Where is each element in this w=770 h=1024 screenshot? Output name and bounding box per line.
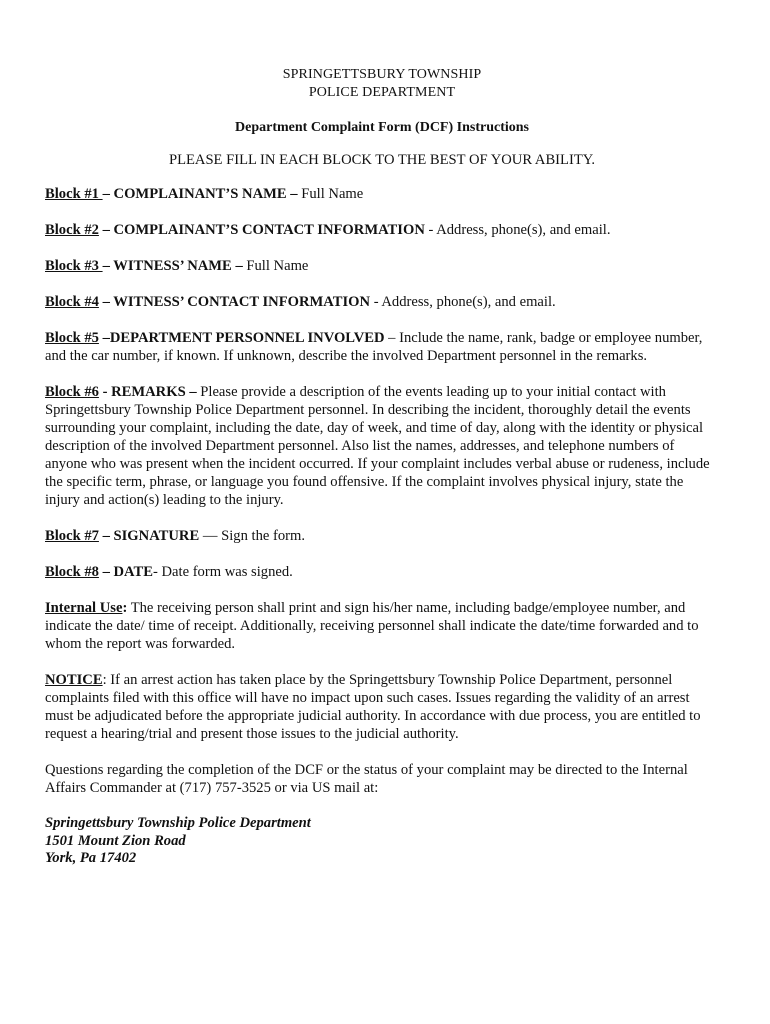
address-line-3: York, Pa 17402 (45, 850, 137, 866)
block-separator: – (98, 222, 114, 238)
block-label: Block #1 (45, 186, 103, 202)
block-heading: COMPLAINANT’S CONTACT INFORMATION (113, 222, 425, 238)
block-heading: SIGNATURE (113, 528, 200, 544)
block-label: Block #7 (45, 528, 99, 544)
block-text: - Address, phone(s), and email. (370, 294, 556, 310)
block-text: - Address, phone(s), and email. (424, 222, 611, 238)
block-separator: – (98, 528, 114, 544)
block-label: Block #3 (45, 258, 103, 274)
block-heading: COMPLAINANT’S NAME – (113, 186, 302, 202)
internal-use-colon: : (122, 600, 128, 616)
block-heading: DATE (113, 564, 153, 580)
block-1 (45, 185, 719, 203)
block-separator: – (98, 294, 114, 310)
department-name: POLICE DEPARTMENT (308, 85, 456, 100)
block-separator: – (98, 330, 110, 346)
mailing-address (45, 815, 719, 868)
document-title: Department Complaint Form (DCF) Instructions (235, 120, 529, 135)
block-8 (45, 563, 719, 581)
internal-use-label: Internal Use (45, 600, 123, 616)
block-text: Full Name (246, 258, 309, 274)
block-text: – Include the name, rank, badge or employee number, and the car number, if known. If unknown, describe the involved Department personnel in the remarks. (45, 330, 703, 364)
block-label: Block #4 (45, 294, 99, 310)
block-6 (45, 383, 719, 509)
block-text: - Date form was signed. (152, 564, 293, 580)
block-4 (45, 293, 719, 311)
block-label: Block #6 (45, 384, 99, 400)
block-text: Please provide a description of the events leading up to your initial contact with Springettsbury Township Police Department personnel. In describing the incident, thoroughly detail the events surrounding your complaint, including the date, day of week, and time of day, along with the identity or physical description of the involved Department personnel. Also list the names, addresses, and telephone numbers of anyone who was present when the incident occurred. If your complaint includes verbal abuse or rudeness, include the specific term, phrase, or language you found offensive. If the complaint involves physical injury, state the injury and action(s) leading to the injury. (45, 384, 710, 508)
address-line-1: Springettsbury Township Police Department (45, 815, 311, 831)
department-header (45, 66, 719, 102)
block-label: Block #8 (45, 564, 99, 580)
instruction-line: PLEASE FILL IN EACH BLOCK TO THE BEST OF YOUR ABILITY. (168, 152, 596, 168)
block-heading: REMARKS – (111, 384, 201, 400)
block-heading: WITNESS’ NAME – (113, 258, 247, 274)
internal-use-text: The receiving person shall print and sign his/her name, including badge/employee number, and indicate the date/ time of receipt. Additionally, receiving personnel shall indicate the date/time forwarded and to whom the report was forwarded. (45, 600, 699, 652)
notice-paragraph (45, 671, 719, 743)
block-3 (45, 257, 719, 275)
block-label: Block #2 (45, 222, 99, 238)
block-2 (45, 221, 719, 239)
block-separator: - (98, 384, 112, 400)
questions-paragraph: Questions regarding the completion of the DCF or the status of your complaint may be directed to the Internal Affairs Commander at (717) 757-3525 or via US mail at: (45, 762, 688, 796)
address-line-2: 1501 Mount Zion Road (45, 832, 186, 849)
notice-text: : If an arrest action has taken place by the Springettsbury Township Police Department, personnel complaints filed with this office will have no impact upon such cases. Issues regarding the validity of an arrest must be adjudicated before the appropriate judicial authority. In accordance with due process, you are entitled to request a hearing/trial and present those issues to the judicial authority. (45, 672, 701, 742)
block-text: — Sign the form. (199, 528, 306, 544)
notice-label: NOTICE (45, 672, 103, 688)
block-separator: – (102, 258, 114, 274)
block-5 (45, 329, 719, 365)
block-separator: – (98, 564, 114, 580)
block-label: Block #5 (45, 330, 99, 346)
block-separator: – (102, 186, 114, 202)
internal-use-paragraph (45, 599, 719, 653)
block-heading: WITNESS’ CONTACT INFORMATION (113, 294, 371, 310)
township-name: SPRINGETTSBURY TOWNSHIP (282, 67, 482, 82)
block-heading: DEPARTMENT PERSONNEL INVOLVED (109, 330, 385, 346)
document-page (45, 66, 719, 868)
block-text: Full Name (301, 186, 364, 202)
block-7 (45, 527, 719, 545)
